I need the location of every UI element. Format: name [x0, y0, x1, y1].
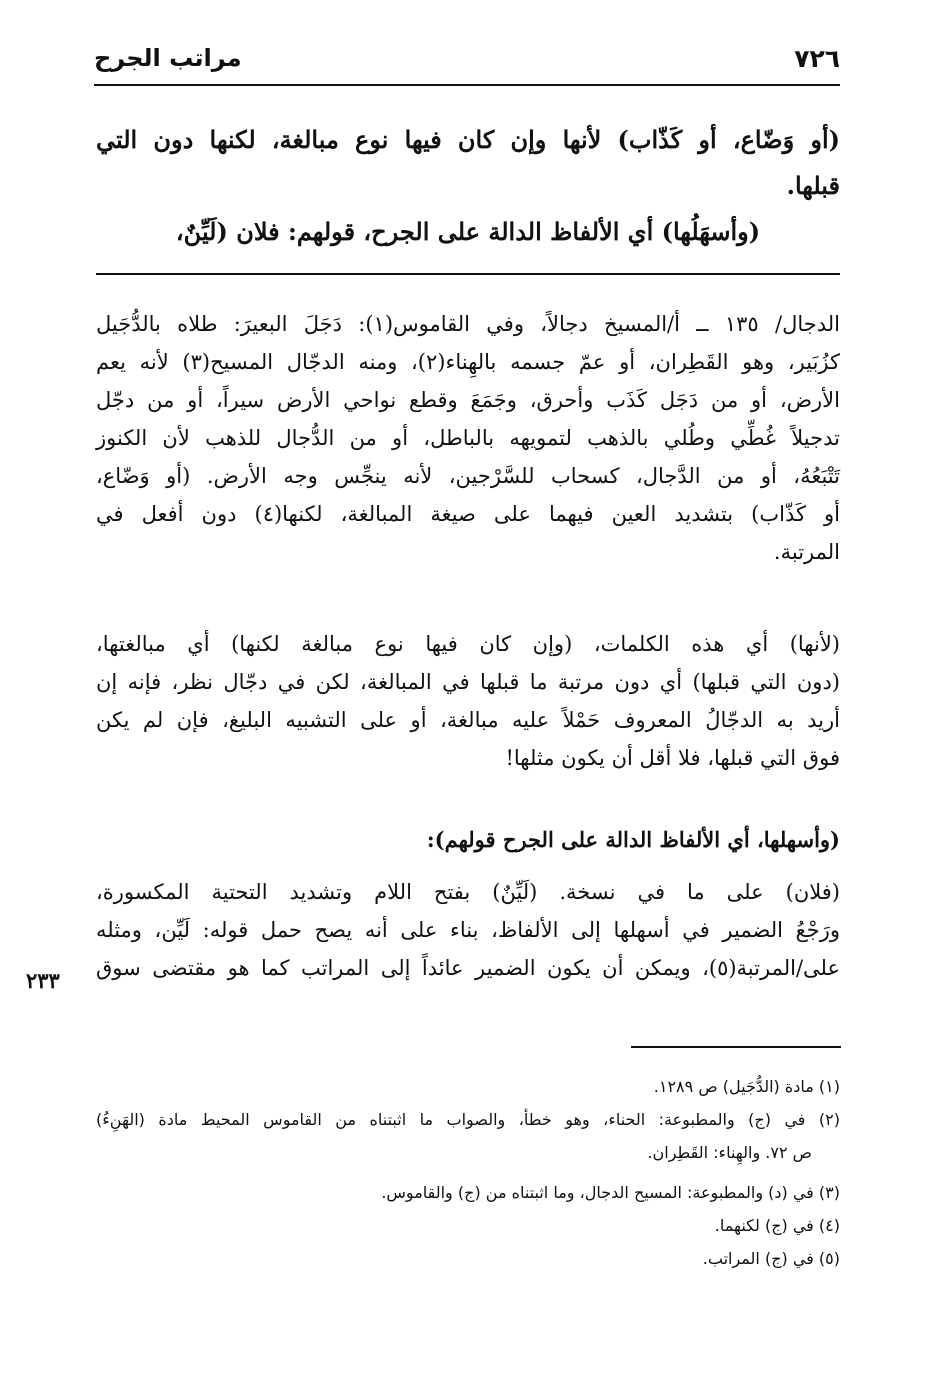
- sharh-line: (فلان) على ما في نسخة. (لَيِّنٌ) بفتح اللام وتشديد التحتية المكسورة،: [96, 880, 840, 904]
- running-title: مراتب الجرح: [94, 44, 242, 72]
- sharh-line: المرتبة.: [773, 540, 840, 564]
- footnote: (١) مادة (الدُّجَيل) ص ١٢٨٩.: [653, 1077, 840, 1096]
- matn-line: (أو وَضّاع، أو كَذّاب) لأنها وإن كان فيها نوع مبالغة، لكنها دون التي: [96, 125, 840, 154]
- page-header: [94, 38, 840, 86]
- page-number: ٧٢٦: [794, 44, 840, 73]
- sharh-line: على/المرتبة(٥)، ويمكن أن يكون الضمير عائداً إلى المراتب كما هو مقتضى سوق: [96, 956, 840, 980]
- footnote: (٣) في (د) والمطبوعة: المسيح الدجال، وما اثبتناه من (ج) والقاموس.: [381, 1183, 840, 1202]
- footnote: (٢) في (ج) والمطبوعة: الحناء، وهو خطأ، والصواب ما اثبتناه من القاموس المحيط مادة (الهَنِءُ): [96, 1110, 840, 1129]
- footnote: (٤) في (ج) لكنهما.: [714, 1216, 840, 1235]
- sharh-line: (لأنها) أي هذه الكلمات، (وإن كان فيها نوع مبالغة لكنها) أي مبالغتها،: [96, 632, 840, 656]
- sharh-line: فوق التي قبلها، فلا أقل أن يكون مثلها!: [505, 746, 840, 770]
- sharh-line: (دون التي قبلها) أي دون مرتبة ما قبلها في المبالغة، لكن في دجّال نظر، فإنه إن: [96, 670, 840, 694]
- matn-line: (وأسهَلُها) أي الألفاظ الدالة على الجرح، قولهم: فلان (لَيِّنٌ،: [175, 217, 761, 246]
- sharh-line: كزُبَير، وهو القَطِران، أو عمّ جسمه بالهِناء(٢)، ومنه الدجّال المسيح(٣) لأنه يعم: [96, 350, 841, 374]
- sharh-line: تَتْبَعُهُ، أو من الدَّجال، كسحاب للسَّرْجين، لأنه ينجِّس وجه الأرض. (أو وَضّاع،: [96, 464, 840, 488]
- matn-divider: [96, 273, 840, 275]
- matn-line: قبلها.: [786, 171, 840, 200]
- sharh-line: الأرض، أو من دَجَل كَذَب وأحرق، وجَمَعَ وقطع نواحي الأرض سيراً، أو من دجّل: [96, 388, 840, 412]
- footnote: (٥) في (ج) المراتب.: [702, 1249, 840, 1268]
- footnote-continuation: ص ٧٢. والهِناء: القَطِران.: [647, 1143, 812, 1162]
- margin-manuscript-number: ٢٣٣: [26, 968, 60, 993]
- footnote-divider: [631, 1046, 841, 1048]
- sharh-line: تدجيلاً غُطِّي وطُلي بالذهب لتمويهه بالباطل، أو من الدُّجال للذهب لأن الكنوز: [96, 426, 840, 450]
- sharh-line: أو كَذّاب) بتشديد العين فيهما على صيغة المبالغة، لكنها(٤) دون أفعل في: [96, 502, 840, 526]
- sharh-line: أريد به الدجّالُ المعروف حَمْلاً عليه مبالغة، أو على التشبيه البليغ، فإن لم يكن: [96, 708, 840, 732]
- sharh-line: الدجال/ ١٣٥ ــ أ/المسيخ دجالاً، وفي القاموس(١): دَجَلَ البعيرَ: طلاه بالدُّجَيل: [96, 312, 840, 336]
- sharh-line: ورَجْعُ الضمير في أسهلها إلى الألفاظ، بناء على أنه يصح حمل قوله: لَيِّن، ومثله: [96, 918, 840, 942]
- sharh-heading: (وأسهلها، أي الألفاظ الدالة على الجرح قولهم):: [426, 827, 840, 852]
